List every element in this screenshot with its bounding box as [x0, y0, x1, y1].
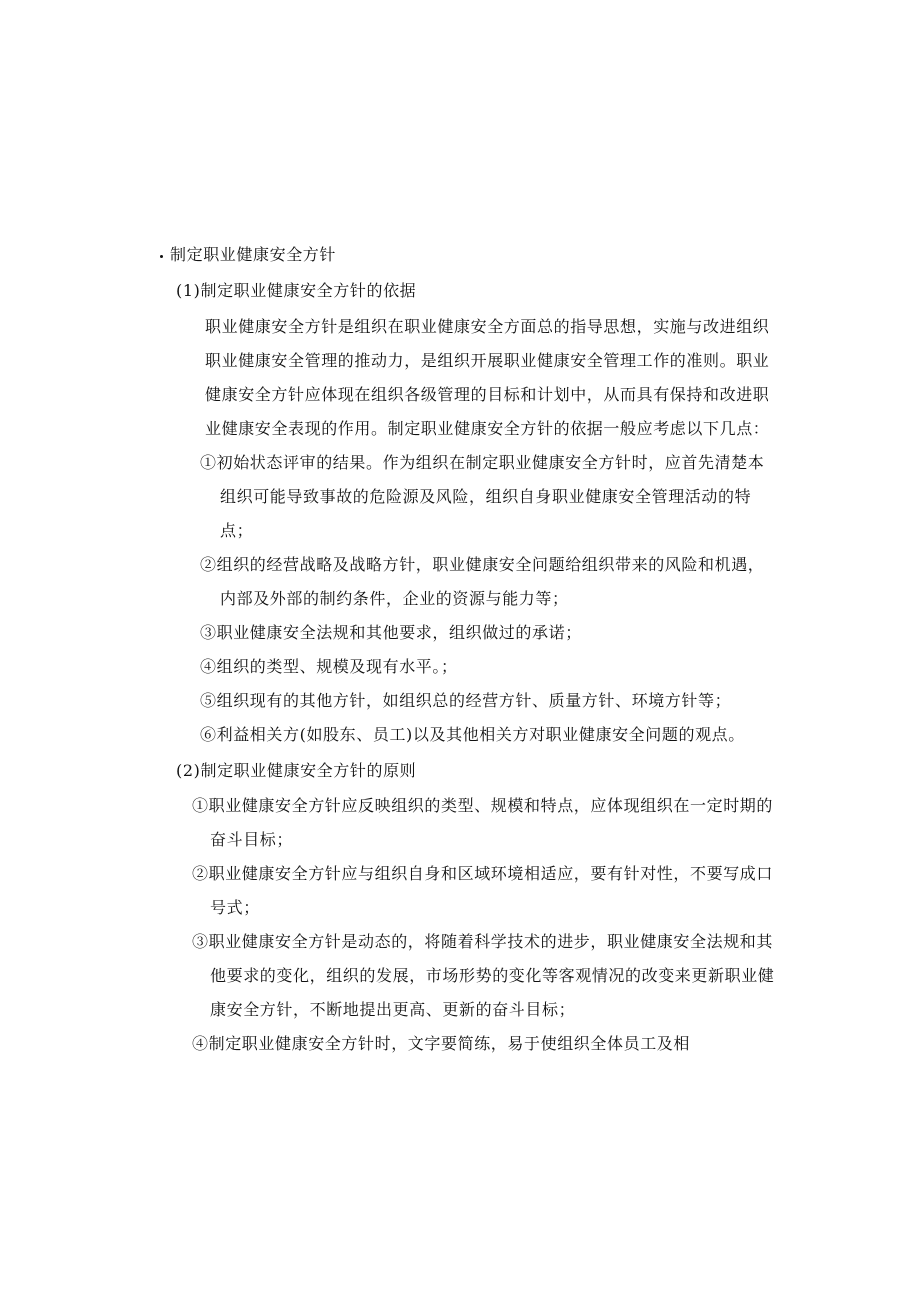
section1-para-line-3: 健康安全方针应体现在组织各级管理的目标和计划中，从而具有保持和改进职 [205, 385, 770, 404]
section2-item-2-line-1: ②职业健康安全方针应与组织自身和区域环境相适应，要有针对性，不要写成口 [192, 864, 774, 883]
section1-para-line-2: 职业健康安全管理的推动力，是组织开展职业健康安全管理工作的准则。职业 [205, 351, 770, 370]
section1-item-1-line-2: 组织可能导致事故的危险源及风险，组织自身职业健康安全管理活动的特 [220, 487, 752, 506]
section1-item-2-line-1: ②组织的经营战略及战略方针，职业健康安全问题给组织带来的风险和机遇， [200, 555, 765, 574]
section2-item-1-line-1: ①职业健康安全方针应反映组织的类型、规模和特点，应体现组织在一定时期的 [192, 796, 774, 815]
section2-item-1-line-2: 奋斗目标； [210, 830, 294, 849]
section1-item-4: ④组织的类型、规模及现有水平。； [200, 657, 458, 676]
heading: 制定职业健康安全方针 [170, 245, 337, 264]
section2-item-2-line-2: 号式； [210, 898, 260, 917]
bullet-icon [160, 255, 163, 258]
section1-title: (1)制定职业健康安全方针的依据 [176, 281, 417, 300]
section1-item-5: ⑤组织现有的其他方针，如组织总的经营方针、质量方针、环境方针等； [200, 691, 732, 710]
section2-title: (2)制定职业健康安全方针的原则 [176, 761, 417, 780]
section2-item-4-line-1: ④制定职业健康安全方针时，文字要简练，易于使组织全体员工及相 [192, 1034, 691, 1053]
section1-para-line-1: 职业健康安全方针是组织在职业健康安全方面总的指导思想，实施与改进组织 [205, 317, 770, 336]
section1-item-6: ⑥利益相关方(如股东、员工)以及其他相关方对职业健康安全问题的观点。 [200, 725, 745, 744]
section2-item-3-line-3: 康安全方针，不断地提出更高、更新的奋斗目标； [210, 1000, 576, 1019]
section2-item-3-line-1: ③职业健康安全方针是动态的，将随着科学技术的进步，职业健康安全法规和其 [192, 932, 774, 951]
section1-item-3: ③职业健康安全法规和其他要求，组织做过的承诺； [200, 623, 582, 642]
section1-para-line-4: 业健康安全表现的作用。制定职业健康安全方针的依据一般应考虑以下几点： [205, 419, 770, 438]
section2-item-3-line-2: 他要求的变化，组织的发展，市场形势的变化等客观情况的改变来更新职业健 [210, 966, 775, 985]
section1-item-2-line-2: 内部及外部的制约条件，企业的资源与能力等； [220, 589, 569, 608]
section1-item-1-line-1: ①初始状态评审的结果。作为组织在制定职业健康安全方针时，应首先清楚本 [200, 453, 765, 472]
section1-item-1-line-3: 点； [220, 521, 254, 540]
